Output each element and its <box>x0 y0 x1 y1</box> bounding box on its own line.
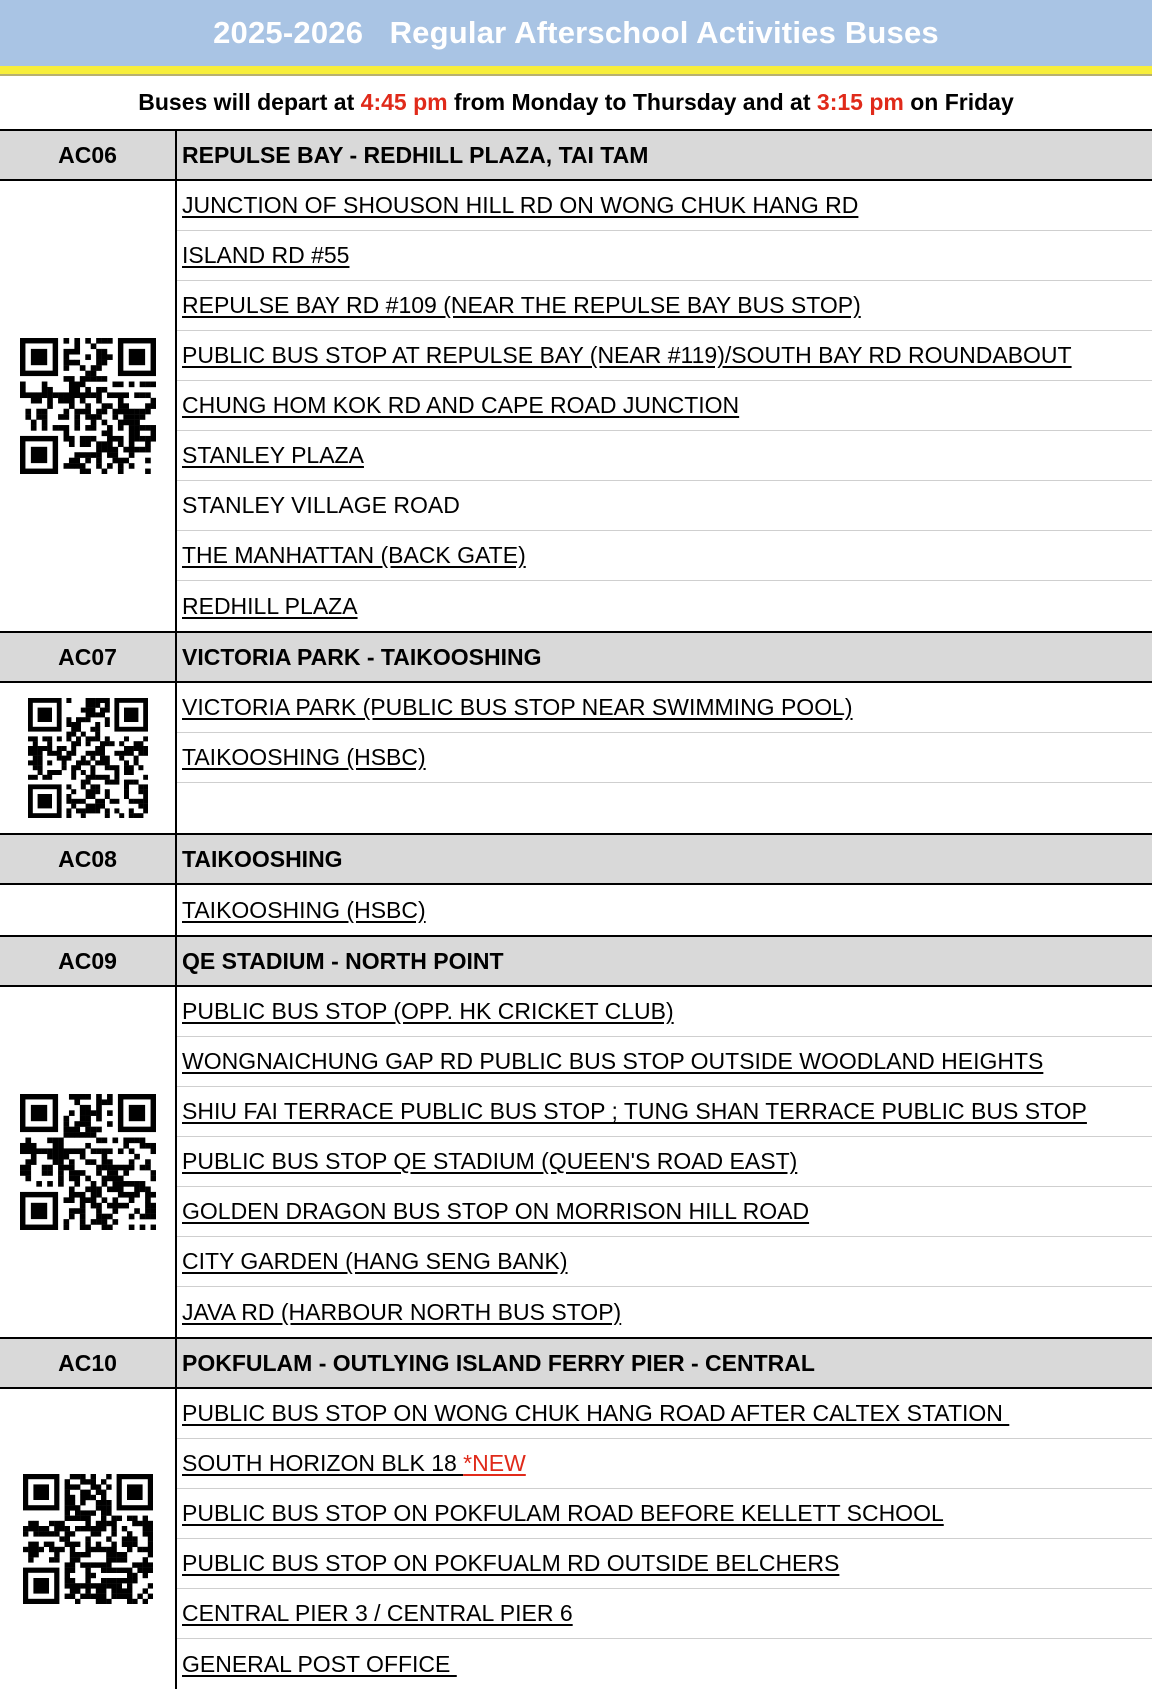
route-name: QE STADIUM - NORTH POINT <box>182 947 504 974</box>
stop-name[interactable]: CENTRAL PIER 3 / CENTRAL PIER 6 <box>182 1600 573 1626</box>
qr-cell <box>0 987 177 1337</box>
stop-name[interactable]: CITY GARDEN (HANG SENG BANK) <box>182 1248 568 1274</box>
stop-list <box>177 181 1152 631</box>
stop-item <box>177 481 1152 531</box>
departure-time-friday: 3:15 pm <box>816 89 904 115</box>
routes-table <box>0 131 1152 1689</box>
stop-name[interactable]: PUBLIC BUS STOP AT REPULSE BAY (NEAR #119)/SOUTH BAY RD ROUNDABOUT <box>182 342 1072 368</box>
departure-text-2: from Monday to Thursday and at <box>447 89 817 115</box>
stop-item <box>177 683 1152 733</box>
route-header <box>0 131 1152 181</box>
stop-name[interactable]: JUNCTION OF SHOUSON HILL RD ON WONG CHUK HANG RD <box>182 192 859 218</box>
route-ac08 <box>0 835 1152 937</box>
stop-item <box>177 1037 1152 1087</box>
route-stops-row <box>0 885 1152 937</box>
stop-name[interactable]: PUBLIC BUS STOP ON WONG CHUK HANG ROAD AFTER CALTEX STATION <box>182 1400 1010 1426</box>
stop-item <box>177 581 1152 631</box>
route-stops-row <box>0 181 1152 633</box>
stop-name[interactable]: TAIKOOSHING (HSBC) <box>182 744 426 770</box>
route-stops-row <box>0 1389 1152 1689</box>
stop-name[interactable]: CHUNG HOM KOK RD AND CAPE ROAD JUNCTION <box>182 392 740 418</box>
route-ac10 <box>0 1339 1152 1689</box>
route-name: REPULSE BAY - REDHILL PLAZA, TAI TAM <box>182 141 649 168</box>
stop-name[interactable]: VICTORIA PARK (PUBLIC BUS STOP NEAR SWIMMING POOL) <box>182 694 853 720</box>
stop-name[interactable]: WONGNAICHUNG GAP RD PUBLIC BUS STOP OUTSIDE WOODLAND HEIGHTS <box>182 1048 1044 1074</box>
new-tag: *NEW <box>463 1450 526 1476</box>
stop-item <box>177 1287 1152 1337</box>
stop-name[interactable]: ISLAND RD #55 <box>182 242 350 268</box>
stop-list <box>177 683 1152 833</box>
stop-name[interactable]: SOUTH HORIZON BLK 18 <box>182 1450 464 1476</box>
stop-name[interactable]: PUBLIC BUS STOP ON POKFULAM ROAD BEFORE KELLETT SCHOOL <box>182 1500 944 1526</box>
stop-item <box>177 381 1152 431</box>
stop-list <box>177 1389 1152 1689</box>
qr-cell <box>0 885 177 935</box>
departure-time-weekday: 4:45 pm <box>360 89 448 115</box>
stop-item <box>177 1137 1152 1187</box>
stop-list <box>177 885 1152 935</box>
stop-item <box>177 1589 1152 1639</box>
departure-text-3: on Friday <box>903 89 1014 115</box>
stop-name[interactable]: TAIKOOSHING (HSBC) <box>182 896 426 923</box>
route-stops-row <box>0 683 1152 835</box>
stop-item <box>177 1489 1152 1539</box>
stop-name[interactable]: THE MANHATTAN (BACK GATE) <box>182 542 526 568</box>
route-code: AC06 <box>0 131 177 179</box>
stop-name[interactable]: SHIU FAI TERRACE PUBLIC BUS STOP ; TUNG SHAN TERRACE PUBLIC BUS STOP <box>182 1098 1087 1124</box>
route-name: POKFULAM - OUTLYING ISLAND FERRY PIER - CENTRAL <box>182 1349 815 1376</box>
stop-item <box>177 1237 1152 1287</box>
stop-item <box>177 1539 1152 1589</box>
stop-list <box>177 987 1152 1337</box>
stop-item <box>177 1639 1152 1689</box>
title-underline-rule <box>0 66 1152 76</box>
stop-name[interactable]: JAVA RD (HARBOUR NORTH BUS STOP) <box>182 1298 622 1325</box>
route-ac09 <box>0 937 1152 1339</box>
route-stops-row <box>0 987 1152 1339</box>
stop-item <box>177 531 1152 581</box>
route-header <box>0 1339 1152 1389</box>
stop-name[interactable]: REPULSE BAY RD #109 (NEAR THE REPULSE BAY BUS STOP) <box>182 292 861 318</box>
route-header <box>0 835 1152 885</box>
route-ac06 <box>0 131 1152 633</box>
page-title: 2025-2026 Regular Afterschool Activities Buses <box>213 15 939 50</box>
stop-item <box>177 431 1152 481</box>
qr-code-icon[interactable] <box>23 1474 153 1604</box>
route-code: AC07 <box>0 633 177 681</box>
stop-item <box>177 885 1152 935</box>
stop-item <box>177 1087 1152 1137</box>
stop-item <box>177 331 1152 381</box>
stop-item <box>177 181 1152 231</box>
departure-text-1: Buses will depart at <box>138 89 361 115</box>
stop-item <box>177 1439 1152 1489</box>
stop-name[interactable]: GOLDEN DRAGON BUS STOP ON MORRISON HILL ROAD <box>182 1198 810 1224</box>
stop-name[interactable]: REDHILL PLAZA <box>182 592 358 619</box>
stop-item <box>177 1187 1152 1237</box>
stop-name[interactable]: PUBLIC BUS STOP (OPP. HK CRICKET CLUB) <box>182 998 674 1024</box>
route-header <box>0 937 1152 987</box>
route-code: AC08 <box>0 835 177 883</box>
stop-name[interactable]: STANLEY PLAZA <box>182 442 364 468</box>
stop-item <box>177 733 1152 783</box>
qr-cell <box>0 683 177 833</box>
stop-item <box>177 783 1152 833</box>
stop-item <box>177 281 1152 331</box>
route-header <box>0 633 1152 683</box>
departure-notice <box>0 76 1152 131</box>
route-name: TAIKOOSHING <box>182 845 343 872</box>
qr-code-icon[interactable] <box>28 698 148 818</box>
qr-code-icon[interactable] <box>20 1094 156 1230</box>
stop-item <box>177 231 1152 281</box>
route-name: VICTORIA PARK - TAIKOOSHING <box>182 643 542 670</box>
route-code: AC10 <box>0 1339 177 1387</box>
qr-cell <box>0 1389 177 1689</box>
qr-code-icon[interactable] <box>20 338 156 474</box>
stop-name[interactable]: STANLEY VILLAGE ROAD <box>182 492 460 518</box>
route-ac07 <box>0 633 1152 835</box>
stop-name[interactable]: GENERAL POST OFFICE <box>182 1650 457 1677</box>
stop-name[interactable]: PUBLIC BUS STOP QE STADIUM (QUEEN'S ROAD EAST) <box>182 1148 798 1174</box>
stop-name[interactable]: PUBLIC BUS STOP ON POKFUALM RD OUTSIDE BELCHERS <box>182 1550 840 1576</box>
qr-cell <box>0 181 177 631</box>
stop-item <box>177 1389 1152 1439</box>
route-code: AC09 <box>0 937 177 985</box>
page-title-banner <box>0 0 1152 66</box>
stop-item <box>177 987 1152 1037</box>
